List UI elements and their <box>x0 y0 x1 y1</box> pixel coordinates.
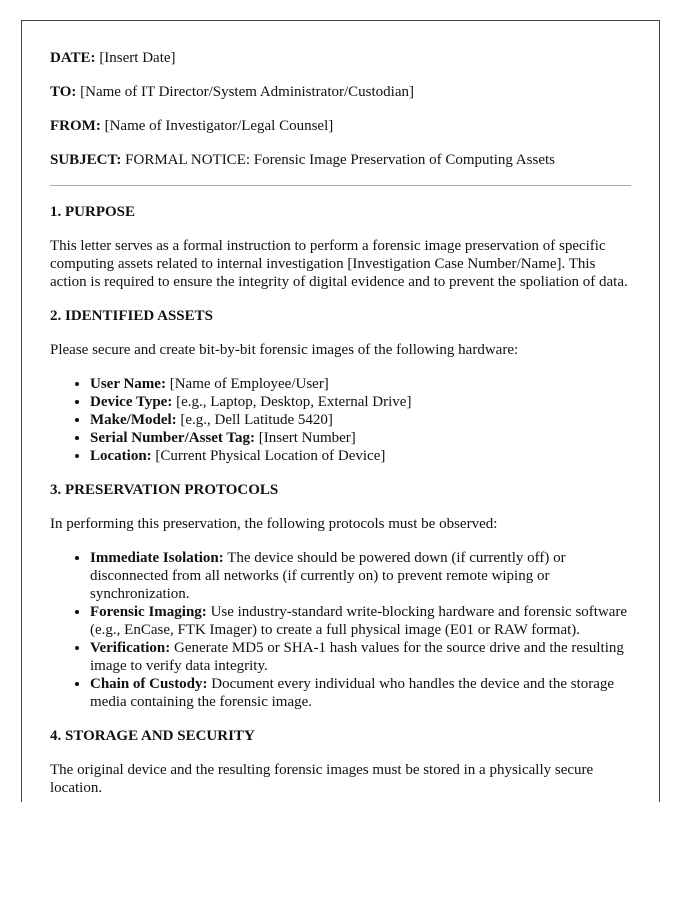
item-text: [e.g., Laptop, Desktop, External Drive] <box>176 394 412 410</box>
item-label: Make/Model: <box>90 412 177 428</box>
item-text: The device should be powered down (if currently off) or disconnected from all networks (if currently on) to prevent remote wiping or synchronization. <box>90 550 566 602</box>
item-label: Immediate Isolation: <box>90 550 224 566</box>
section-body: The original device and the resulting forensic images must be stored in a physically secure location. <box>50 762 594 796</box>
item-label: Forensic Imaging: <box>90 604 207 620</box>
letter-header <box>50 49 631 169</box>
to-line <box>50 83 631 101</box>
asset-list <box>50 375 631 465</box>
section-heading: 2. IDENTIFIED ASSETS <box>50 308 213 324</box>
section-heading: 4. STORAGE AND SECURITY <box>50 728 255 744</box>
item-text: [e.g., Dell Latitude 5420] <box>180 412 333 428</box>
list-item <box>90 639 631 675</box>
from-value: [Name of Investigator/Legal Counsel] <box>104 118 334 134</box>
section-heading: 1. PURPOSE <box>50 204 136 220</box>
list-item <box>90 375 631 393</box>
subject-value: FORMAL NOTICE: Forensic Image Preservation of Computing Assets <box>125 152 555 168</box>
subject-line <box>50 151 631 169</box>
list-item <box>90 675 631 711</box>
list-item <box>90 429 631 447</box>
item-text: Use industry-standard write-blocking hardware and forensic software (e.g., EnCase, FTK Imager) to create a full physical image (E01 or RAW format). <box>90 604 628 638</box>
date-value: [Insert Date] <box>99 50 176 66</box>
section-body: This letter serves as a formal instruction to perform a forensic image preservation of specific computing assets related to internal investigation [Investigation Case Number/Name]. This action is required to ensure the integrity of digital evidence and to prevent the spoliation of data. <box>50 238 628 290</box>
list-item <box>90 603 631 639</box>
item-label: User Name: <box>90 376 166 392</box>
item-label: Verification: <box>90 640 171 656</box>
section-body: In performing this preservation, the following protocols must be observed: <box>50 516 498 532</box>
item-text: Generate MD5 or SHA-1 hash values for the source drive and the resulting image to verify data integrity. <box>90 640 624 674</box>
item-label: Chain of Custody: <box>90 676 208 692</box>
subject-label: SUBJECT: <box>50 152 122 168</box>
section-heading: 3. PRESERVATION PROTOCOLS <box>50 482 279 498</box>
list-item <box>90 549 631 603</box>
list-item <box>90 411 631 429</box>
item-label: Device Type: <box>90 394 173 410</box>
from-line <box>50 117 631 135</box>
to-value: [Name of IT Director/System Administrator/Custodian] <box>80 84 414 100</box>
section-body: Please secure and create bit-by-bit forensic images of the following hardware: <box>50 342 519 358</box>
to-label: TO: <box>50 84 77 100</box>
list-item <box>90 393 631 411</box>
item-text: [Current Physical Location of Device] <box>155 448 386 464</box>
item-text: [Name of Employee/User] <box>169 376 329 392</box>
letter-page <box>21 20 660 802</box>
divider <box>50 185 631 186</box>
from-label: FROM: <box>50 118 101 134</box>
date-line <box>50 49 631 67</box>
item-text: Document every individual who handles the device and the storage media containing the forensic image. <box>90 676 615 710</box>
item-label: Serial Number/Asset Tag: <box>90 430 255 446</box>
date-label: DATE: <box>50 50 96 66</box>
item-label: Location: <box>90 448 152 464</box>
item-text: [Insert Number] <box>258 430 356 446</box>
list-item <box>90 447 631 465</box>
protocol-list <box>50 549 631 711</box>
